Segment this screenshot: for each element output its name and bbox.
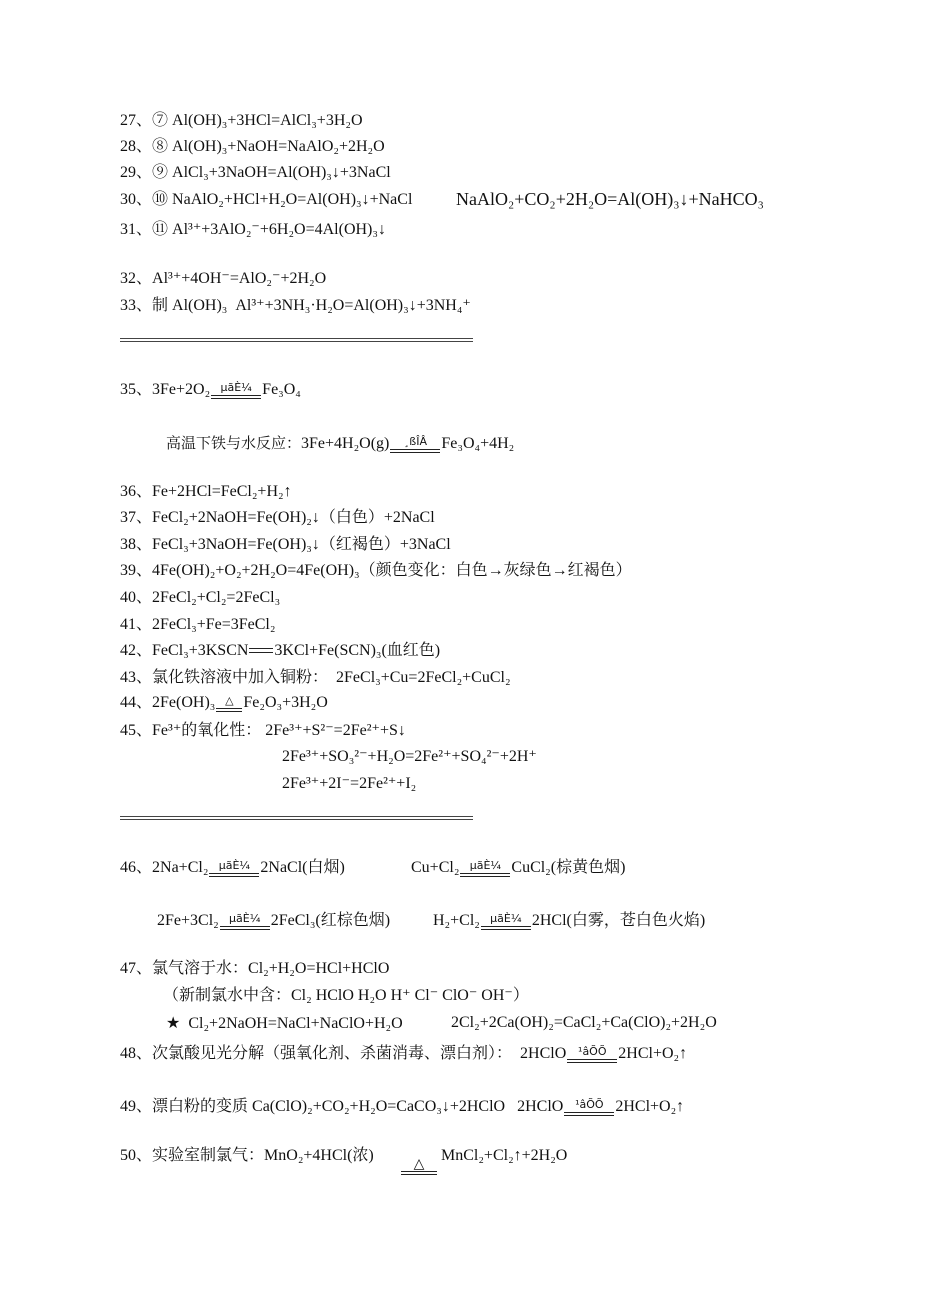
- condition-mark: [216, 695, 242, 712]
- circled-number: ⑨: [152, 164, 169, 181]
- equation-label: 制 Al(OH)₃: [152, 297, 228, 314]
- condition-mark: [481, 913, 531, 930]
- item-number: 50、: [120, 1147, 153, 1164]
- equation-44: [120, 693, 328, 713]
- reactants: Cu+Cl₂: [411, 859, 460, 876]
- condition-label: µãÈ¼: [218, 858, 251, 872]
- star-icon: ★: [166, 1013, 181, 1032]
- circled-number: ⑪: [152, 221, 169, 238]
- equation-46: [120, 858, 345, 878]
- item-number: 48、: [120, 1045, 153, 1062]
- condition-mark: [211, 382, 261, 399]
- products: Fe₃O₄+4H₂: [441, 435, 515, 452]
- products: MnCl₂+Cl₂↑+2H₂O: [441, 1147, 568, 1164]
- equation-41: [120, 615, 275, 635]
- equation-text: Al³⁺+4OH⁻=AlO₂⁻+2H₂O: [152, 270, 327, 287]
- item-number: 42、: [120, 642, 153, 659]
- item-number: 45、: [120, 722, 153, 739]
- equation-text: Fe+2HCl=FeCl₂+H₂↑: [152, 483, 292, 500]
- item-number: 37、: [120, 509, 153, 526]
- equation-46b-second: [433, 911, 705, 931]
- equation-35: [120, 380, 301, 400]
- equation-label: Fe³⁺的氧化性：: [152, 722, 262, 739]
- equation-36: [120, 482, 292, 502]
- reactants: 3Fe+4H₂O(g): [301, 435, 390, 452]
- equation-32: [120, 269, 326, 289]
- equation-43: [120, 668, 511, 688]
- item-number: 30、: [120, 191, 153, 208]
- equation-text: Al(OH)₃+NaOH=NaAlO₂+2H₂O: [172, 138, 385, 155]
- equation-37: [120, 508, 435, 528]
- equation-30: [120, 190, 412, 210]
- condition-mark: [567, 1046, 617, 1063]
- products: Fe₃O₄: [262, 381, 301, 398]
- item-number: 41、: [120, 616, 153, 633]
- equilibrium-arrow-icon: [249, 646, 273, 656]
- circled-number: ⑩: [152, 191, 169, 208]
- equation-label: 漂白粉的变质: [152, 1098, 249, 1115]
- equation-42: [120, 641, 440, 661]
- equation-text: Ca(ClO)₂+CO₂+H₂O=CaCO₃↓+2HClO: [252, 1098, 506, 1115]
- circled-number: ⑦: [152, 112, 169, 129]
- reactants: 2Fe(OH)₃: [152, 694, 216, 711]
- equation-38: [120, 535, 451, 555]
- equation-text: FeCl₃+3NaOH=Fe(OH)₃↓（红褐色）+3NaCl: [152, 536, 451, 553]
- equation-text: （新制氯水中含：Cl₂ HClO H₂O H⁺ Cl⁻ ClO⁻ OH⁻）: [163, 987, 529, 1004]
- products: Fe₂O₃+3H₂O: [243, 694, 328, 711]
- products: 2NaCl(白烟): [260, 859, 345, 876]
- equation-30-extra: [456, 189, 764, 209]
- reactants: 2Na+Cl₂: [152, 859, 209, 876]
- item-number: 40、: [120, 589, 153, 606]
- condition-mark: [209, 860, 259, 877]
- condition-mark: [401, 1158, 437, 1175]
- reactants: 2HClO: [517, 1098, 564, 1115]
- equation-49: [120, 1097, 684, 1117]
- item-number: 36、: [120, 483, 153, 500]
- condition-label: ¸ßÎÂ: [403, 434, 427, 448]
- item-number: 46、: [120, 859, 153, 876]
- equation-35b: [166, 433, 514, 454]
- item-number: 39、: [120, 562, 153, 579]
- equation-45b: [282, 747, 537, 767]
- condition-label: µãÈ¼: [229, 911, 261, 925]
- equation-text: 2FeCl₃+Cu=2FeCl₂+CuCl₂: [336, 669, 511, 686]
- equation-48: [120, 1044, 687, 1064]
- equation-text: FeCl₂+2NaOH=Fe(OH)₂↓（白色）+2NaCl: [152, 509, 435, 526]
- reactants: 3Fe+2O₂: [152, 381, 211, 398]
- item-number: 43、: [120, 669, 153, 686]
- equation-text: 2FeCl₂+Cl₂=2FeCl₃: [152, 589, 281, 606]
- reactants: 2Fe+3Cl₂: [157, 912, 219, 929]
- equation-text: Cl₂+H₂O=HCl+HClO: [248, 960, 390, 977]
- item-number: 49、: [120, 1098, 153, 1115]
- equation-31: [120, 220, 386, 240]
- equation-label: 实验室制氯气：: [152, 1147, 265, 1164]
- condition-mark: [390, 436, 440, 453]
- heat-icon: △: [225, 693, 234, 707]
- equation-text: NaAlO₂+CO₂+2H₂O=Al(OH)₃↓+NaHCO₃: [456, 189, 764, 209]
- equation-label: 氯气溶于水：: [152, 960, 249, 977]
- section-divider: [120, 816, 473, 820]
- condition-label: ¹âÕÕ: [575, 1097, 604, 1111]
- products: 2HCl(白雾，苍白色火焰): [531, 912, 706, 929]
- equation-47b: [163, 986, 529, 1006]
- item-number: 32、: [120, 270, 153, 287]
- equation-text: 2Fe³⁺+S²⁻=2Fe²⁺+S↓: [265, 722, 406, 739]
- equation-label: 高温下铁与水反应：: [166, 434, 302, 452]
- condition-label: µãÈ¼: [469, 858, 502, 872]
- item-number: 27、: [120, 112, 153, 129]
- products: CuCl₂(棕黄色烟): [511, 859, 626, 876]
- equation-46b: [157, 911, 390, 931]
- item-number: 35、: [120, 381, 153, 398]
- equation-text: AlCl₃+3NaOH=Al(OH)₃↓+3NaCl: [172, 164, 391, 181]
- products: 2HCl+O₂↑: [615, 1098, 685, 1115]
- equation-text: 2Fe³⁺+2I⁻=2Fe²⁺+I₂: [282, 775, 417, 792]
- equation-45c: [282, 774, 416, 794]
- condition-label: ¹âÕÕ: [578, 1044, 607, 1058]
- products: 2FeCl₃(红棕色烟): [270, 912, 391, 929]
- item-number: 28、: [120, 138, 153, 155]
- section-divider: [120, 338, 473, 342]
- equation-46-second: [411, 858, 625, 878]
- equation-text: NaAlO₂+HCl+H₂O=Al(OH)₃↓+NaCl: [172, 191, 413, 208]
- reactants: MnO₂+4HCl(浓): [264, 1147, 374, 1164]
- equation-label: 次氯酸见光分解（强氧化剂、杀菌消毒、漂白剂）：: [152, 1045, 513, 1062]
- equation-27: [120, 111, 363, 131]
- products: 2HCl+O₂↑: [618, 1045, 688, 1062]
- equation-29: [120, 163, 391, 183]
- equation-text: 4Fe(OH)₂+O₂+2H₂O=4Fe(OH)₃（颜色变化：白色→灰绿色→红褐色）: [152, 562, 632, 579]
- equation-47c: [166, 1013, 403, 1034]
- item-number: 29、: [120, 164, 153, 181]
- condition-label: µãÈ¼: [220, 380, 252, 394]
- heat-icon: △: [413, 1156, 425, 1172]
- equation-text: 2Fe³⁺+SO₃²⁻+H₂O=2Fe²⁺+SO₄²⁻+2H⁺: [282, 748, 537, 765]
- equation-47c-second: [451, 1013, 717, 1033]
- products: 3KCl+Fe(SCN)₃(血红色): [274, 642, 441, 659]
- equation-40: [120, 588, 280, 608]
- condition-mark: [220, 913, 270, 930]
- item-number: 33、: [120, 297, 153, 314]
- equation-50: [120, 1146, 374, 1166]
- equation-text: 2Cl₂+2Ca(OH)₂=CaCl₂+Ca(ClO)₂+2H₂O: [451, 1014, 717, 1031]
- condition-mark: [564, 1099, 614, 1116]
- equation-text: Al³⁺+3NH₃·H₂O=Al(OH)₃↓+3NH₄⁺: [235, 297, 471, 314]
- condition-mark: [460, 860, 510, 877]
- equation-text: Al³⁺+3AlO₂⁻+6H₂O=4Al(OH)₃↓: [172, 221, 386, 238]
- equation-text: Cl₂+2NaOH=NaCl+NaClO+H₂O: [188, 1015, 403, 1032]
- reactants: FeCl₃+3KSCN: [152, 642, 249, 659]
- equation-45: [120, 721, 406, 741]
- equation-50-products: [441, 1146, 567, 1166]
- circled-number: ⑧: [152, 138, 169, 155]
- reactants: H₂+Cl₂: [433, 912, 480, 929]
- equation-text: Al(OH)₃+3HCl=AlCl₃+3H₂O: [172, 112, 363, 129]
- equation-47: [120, 959, 389, 979]
- reactants: 2HClO: [520, 1045, 567, 1062]
- item-number: 44、: [120, 694, 153, 711]
- equation-text: 2FeCl₃+Fe=3FeCl₂: [152, 616, 276, 633]
- equation-33: [120, 296, 471, 316]
- item-number: 31、: [120, 221, 153, 238]
- equation-39: [120, 561, 632, 581]
- condition-label: µãÈ¼: [490, 911, 522, 925]
- item-number: 38、: [120, 536, 153, 553]
- equation-28: [120, 137, 385, 157]
- item-number: 47、: [120, 960, 153, 977]
- equation-label: 氯化铁溶液中加入铜粉：: [152, 669, 329, 686]
